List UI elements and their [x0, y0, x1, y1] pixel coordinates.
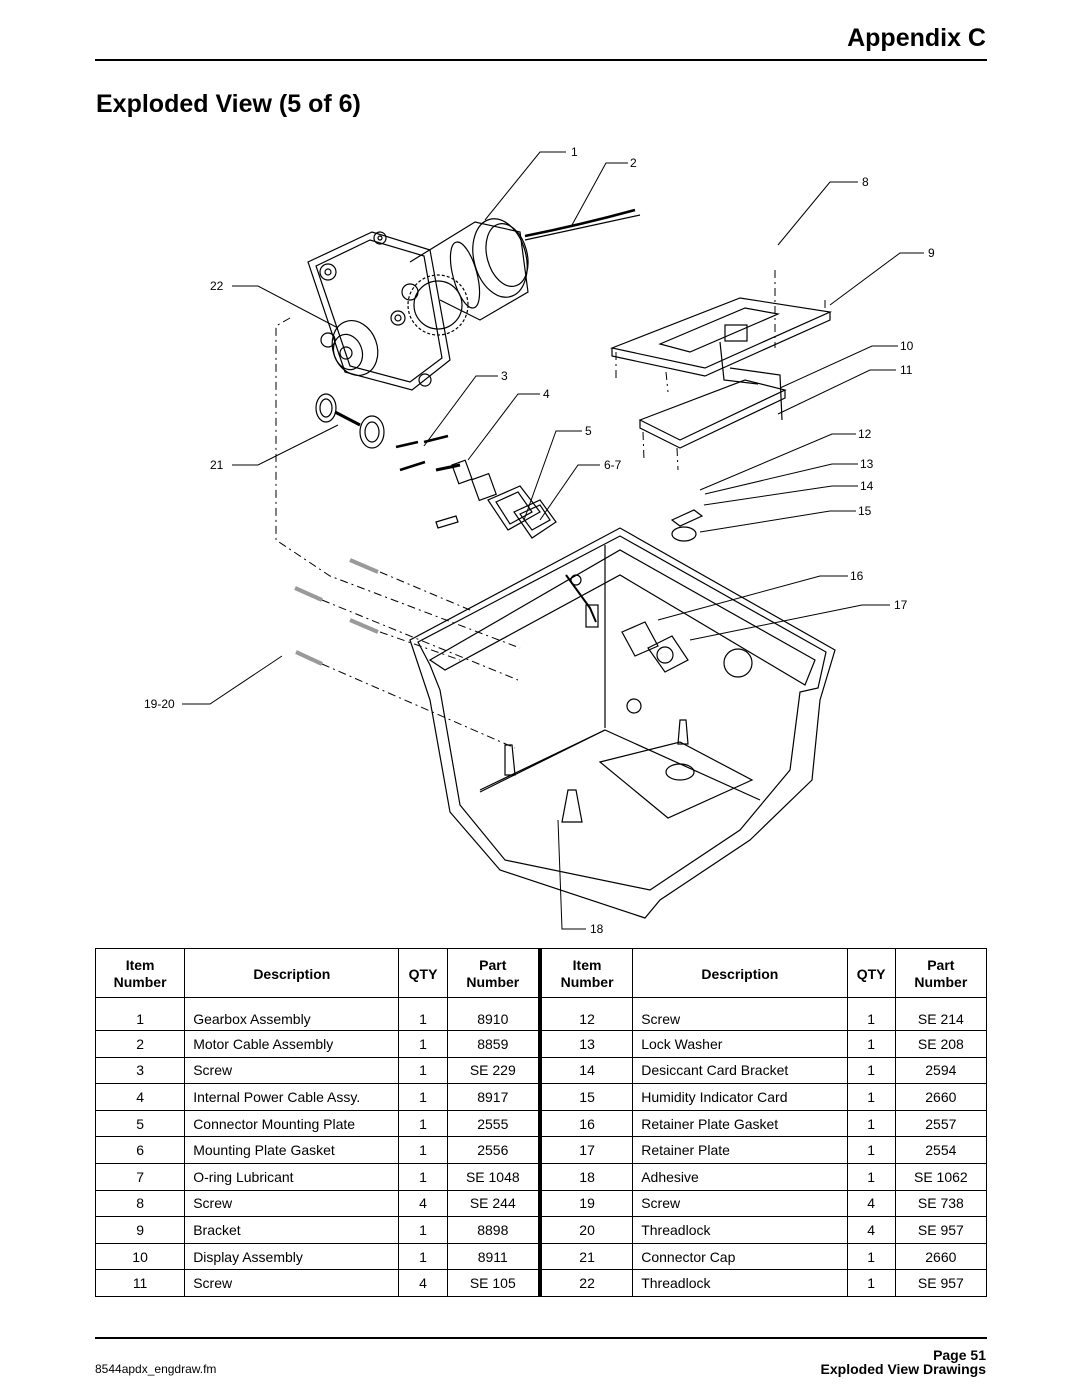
- table-row: [96, 1084, 987, 1111]
- callout-2: 2: [630, 156, 637, 170]
- callout-6-7: 6-7: [604, 458, 622, 472]
- table-cell-l-desc: Internal Power Cable Assy.: [185, 1084, 399, 1111]
- table-row: [96, 1031, 987, 1058]
- appendix-title: Appendix C: [847, 24, 986, 52]
- gear: [408, 275, 468, 335]
- section-name: Exploded View Drawings: [820, 1361, 986, 1377]
- table-cell-l-qty: 1: [399, 1031, 447, 1058]
- table-cell-l-part: 8910: [447, 998, 540, 1031]
- table-cell-l-qty: 1: [399, 1137, 447, 1164]
- table-cell-r-item: 13: [540, 1031, 633, 1058]
- source-filename: 8544apdx_engdraw.fm: [95, 1362, 217, 1376]
- callout-18: 18: [590, 922, 604, 936]
- table-cell-l-part: SE 244: [447, 1190, 540, 1217]
- table-cell-r-part: SE 957: [895, 1270, 986, 1297]
- table-cell-r-qty: 1: [847, 1110, 895, 1137]
- table-cell-l-part: 2555: [447, 1110, 540, 1137]
- table-cell-r-qty: 4: [847, 1190, 895, 1217]
- table-cell-r-item: 15: [540, 1084, 633, 1111]
- table-cell-l-part: SE 105: [447, 1270, 540, 1297]
- table-cell-l-item: 7: [96, 1163, 185, 1190]
- table-cell-r-qty: 1: [847, 1163, 895, 1190]
- table-row: [96, 998, 987, 1031]
- callout-1: 1: [571, 145, 578, 159]
- leader-9: [830, 253, 924, 305]
- leader-1: [485, 152, 566, 220]
- table-cell-l-item: 5: [96, 1110, 185, 1137]
- table-cell-r-desc: Desiccant Card Bracket: [633, 1057, 847, 1084]
- table-cell-r-desc: Adhesive: [633, 1163, 847, 1190]
- table-cell-l-desc: Motor Cable Assembly: [185, 1031, 399, 1058]
- callout-11: 11: [900, 363, 913, 377]
- table-cell-l-qty: 1: [399, 998, 447, 1031]
- callout-22: 22: [210, 279, 224, 293]
- callout-10: 10: [900, 339, 914, 353]
- table-cell-l-qty: 1: [399, 1057, 447, 1084]
- table-row: [96, 1270, 987, 1297]
- table-cell-r-item: 18: [540, 1163, 633, 1190]
- table-cell-r-item: 12: [540, 998, 633, 1031]
- table-row: [96, 1137, 987, 1164]
- table-cell-r-desc: Screw: [633, 998, 847, 1031]
- enclosure: [410, 528, 835, 918]
- table-cell-r-part: SE 214: [895, 998, 986, 1031]
- display-assembly: [612, 298, 830, 368]
- table-cell-l-item: 10: [96, 1243, 185, 1270]
- table-cell-l-item: 3: [96, 1057, 185, 1084]
- callout-21: 21: [210, 458, 224, 472]
- callout-12: 12: [858, 427, 872, 441]
- table-cell-r-qty: 1: [847, 1084, 895, 1111]
- table-cell-l-part: SE 1048: [447, 1163, 540, 1190]
- table-row: [96, 1217, 987, 1244]
- callout-14: 14: [860, 479, 874, 493]
- table-cell-r-part: 2660: [895, 1243, 986, 1270]
- table-cell-r-desc: Threadlock: [633, 1217, 847, 1244]
- table-cell-r-part: 2557: [895, 1110, 986, 1137]
- table-cell-l-desc: O-ring Lubricant: [185, 1163, 399, 1190]
- callout-16: 16: [850, 569, 864, 583]
- table-cell-r-part: SE 738: [895, 1190, 986, 1217]
- table-cell-l-part: SE 229: [447, 1057, 540, 1084]
- table-row: [96, 1243, 987, 1270]
- table-cell-l-desc: Screw: [185, 1190, 399, 1217]
- table-cell-l-part: 8898: [447, 1217, 540, 1244]
- leader-19-20: [182, 656, 282, 704]
- table-cell-r-desc: Connector Cap: [633, 1243, 847, 1270]
- table-row: [96, 1057, 987, 1084]
- leader-5: [524, 431, 582, 520]
- table-cell-l-desc: Display Assembly: [185, 1243, 399, 1270]
- header-rule: [95, 59, 987, 61]
- motor-body: [410, 222, 528, 320]
- table-cell-r-qty: 1: [847, 1057, 895, 1084]
- table-cell-l-part: 8859: [447, 1031, 540, 1058]
- table-cell-r-part: SE 208: [895, 1031, 986, 1058]
- table-cell-r-desc: Retainer Plate: [633, 1137, 847, 1164]
- gearbox-plate: [308, 232, 450, 390]
- table-cell-l-item: 1: [96, 998, 185, 1031]
- callout-13: 13: [860, 457, 874, 471]
- table-cell-r-part: 2594: [895, 1057, 986, 1084]
- table-cell-r-part: 2554: [895, 1137, 986, 1164]
- leader-21: [232, 425, 338, 465]
- table-cell-r-part: 2660: [895, 1084, 986, 1111]
- table-cell-r-desc: Retainer Plate Gasket: [633, 1110, 847, 1137]
- table-cell-r-qty: 1: [847, 1137, 895, 1164]
- callout-19-20: 19-20: [144, 697, 175, 711]
- table-cell-l-item: 9: [96, 1217, 185, 1244]
- table-cell-r-desc: Screw: [633, 1190, 847, 1217]
- table-cell-l-desc: Gearbox Assembly: [185, 998, 399, 1031]
- table-row: [96, 1110, 987, 1137]
- page-title: Exploded View (5 of 6): [96, 90, 361, 118]
- diagram-callouts: [144, 145, 935, 936]
- leader-18: [558, 820, 586, 929]
- leader-8: [778, 182, 858, 245]
- leader-13: [705, 464, 858, 494]
- table-cell-l-desc: Connector Mounting Plate: [185, 1110, 399, 1137]
- table-cell-r-desc: Threadlock: [633, 1270, 847, 1297]
- table-cell-r-qty: 1: [847, 1243, 895, 1270]
- table-row: [96, 1190, 987, 1217]
- table-cell-r-desc: Humidity Indicator Card: [633, 1084, 847, 1111]
- leader-2: [572, 163, 628, 225]
- table-cell-r-item: 20: [540, 1217, 633, 1244]
- table-cell-r-item: 17: [540, 1137, 633, 1164]
- table-cell-l-item: 2: [96, 1031, 185, 1058]
- table-cell-l-item: 11: [96, 1270, 185, 1297]
- table-cell-r-item: 14: [540, 1057, 633, 1084]
- parts-table: [95, 948, 987, 1297]
- table-cell-l-item: 8: [96, 1190, 185, 1217]
- table-header-row: Item Number Description QTY Part Number Item Number Description QTY Part Number: [96, 949, 987, 998]
- callout-8: 8: [862, 175, 869, 189]
- leader-22: [232, 286, 338, 328]
- table-cell-r-qty: 4: [847, 1217, 895, 1244]
- leader-11: [778, 370, 896, 414]
- callout-5: 5: [585, 424, 592, 438]
- table-cell-r-item: 16: [540, 1110, 633, 1137]
- table-cell-r-qty: 1: [847, 998, 895, 1031]
- table-cell-r-qty: 1: [847, 1270, 895, 1297]
- footer-rule: [95, 1337, 987, 1339]
- table-cell-l-item: 6: [96, 1137, 185, 1164]
- table-cell-r-part: SE 1062: [895, 1163, 986, 1190]
- callout-4: 4: [543, 387, 550, 401]
- table-cell-l-qty: 1: [399, 1217, 447, 1244]
- table-cell-l-qty: 1: [399, 1110, 447, 1137]
- callout-3: 3: [501, 369, 508, 383]
- table-cell-l-qty: 4: [399, 1270, 447, 1297]
- exploded-view-diagram: [0, 130, 1080, 945]
- leader-15: [700, 511, 856, 532]
- table-cell-l-part: 8911: [447, 1243, 540, 1270]
- table-cell-r-desc: Lock Washer: [633, 1031, 847, 1058]
- table-cell-r-item: 19: [540, 1190, 633, 1217]
- table-cell-l-item: 4: [96, 1084, 185, 1111]
- table-cell-l-desc: Bracket: [185, 1217, 399, 1244]
- table-cell-l-desc: Mounting Plate Gasket: [185, 1137, 399, 1164]
- table-cell-l-qty: 4: [399, 1190, 447, 1217]
- table-cell-l-part: 8917: [447, 1084, 540, 1111]
- table-row: [96, 1163, 987, 1190]
- table-cell-l-qty: 1: [399, 1084, 447, 1111]
- table-cell-l-desc: Screw: [185, 1057, 399, 1084]
- table-cell-l-desc: Screw: [185, 1270, 399, 1297]
- table-cell-l-qty: 1: [399, 1243, 447, 1270]
- leader-4: [468, 394, 540, 460]
- table-cell-r-item: 21: [540, 1243, 633, 1270]
- callout-9: 9: [928, 246, 935, 260]
- table-cell-r-part: SE 957: [895, 1217, 986, 1244]
- table-cell-r-qty: 1: [847, 1031, 895, 1058]
- table-cell-r-item: 22: [540, 1270, 633, 1297]
- callout-15: 15: [858, 504, 872, 518]
- table-cell-l-qty: 1: [399, 1163, 447, 1190]
- callout-17: 17: [894, 598, 908, 612]
- leader-12: [700, 434, 856, 490]
- page-number: Page 51: [933, 1347, 986, 1363]
- leader-10: [780, 346, 898, 388]
- table-cell-l-part: 2556: [447, 1137, 540, 1164]
